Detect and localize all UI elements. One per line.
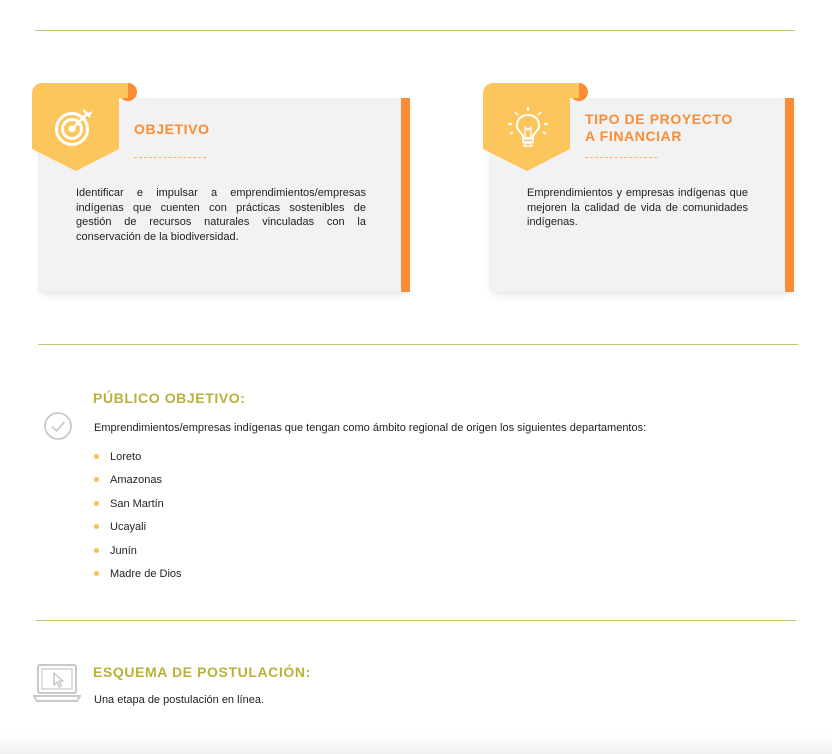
bullet-icon: [94, 477, 99, 482]
departamentos-list: [94, 447, 182, 587]
objetivo-title: OBJETIVO: [134, 121, 210, 137]
card-accent-bar: [401, 98, 410, 292]
esquema-text: Una etapa de postulación en línea.: [94, 694, 265, 706]
bullet-icon: [94, 454, 99, 459]
tipo-proyecto-text: Emprendimientos y empresas indígenas que mejoren la calidad de vida de comunidades indígenas.: [527, 187, 748, 228]
bottom-fade: [0, 734, 832, 754]
list-item: San Martín: [94, 494, 182, 517]
tipo-proyecto-title: TIPO DE PROYECTO A FINANCIAR: [585, 111, 733, 144]
bullet-icon: [94, 548, 99, 553]
list-item: Madre de Dios: [94, 564, 182, 587]
tipo-proyecto-title-underline: [585, 157, 657, 158]
publico-intro: Emprendimientos/empresas indígenas que tengan como ámbito regional de origen los siguientes departamentos:: [94, 422, 647, 434]
section-divider: [38, 344, 798, 345]
check-circle-icon: [43, 411, 73, 441]
publico-title: PÚBLICO OBJETIVO:: [93, 390, 246, 406]
list-item: Ucayali: [94, 517, 182, 540]
section-divider: [36, 620, 796, 621]
objetivo-title-underline: [134, 157, 206, 158]
top-divider: [35, 30, 795, 31]
esquema-title: ESQUEMA DE POSTULACIÓN:: [93, 664, 311, 680]
list-item: Junín: [94, 541, 182, 564]
lightbulb-icon: [506, 106, 550, 148]
bullet-icon: [94, 571, 99, 576]
card-accent-bar: [785, 98, 794, 292]
bullet-icon: [94, 501, 99, 506]
laptop-cursor-icon: [33, 663, 81, 705]
bullet-icon: [94, 524, 99, 529]
objetivo-text: Identificar e impulsar a emprendimientos/empresas indígenas que cuenten con prácticas sostenibles de gestión de recursos naturales vinculadas con la conservación de la biodiversidad.: [76, 187, 366, 243]
target-icon: [54, 107, 94, 147]
list-item: Loreto: [94, 447, 182, 470]
list-item: Amazonas: [94, 470, 182, 493]
